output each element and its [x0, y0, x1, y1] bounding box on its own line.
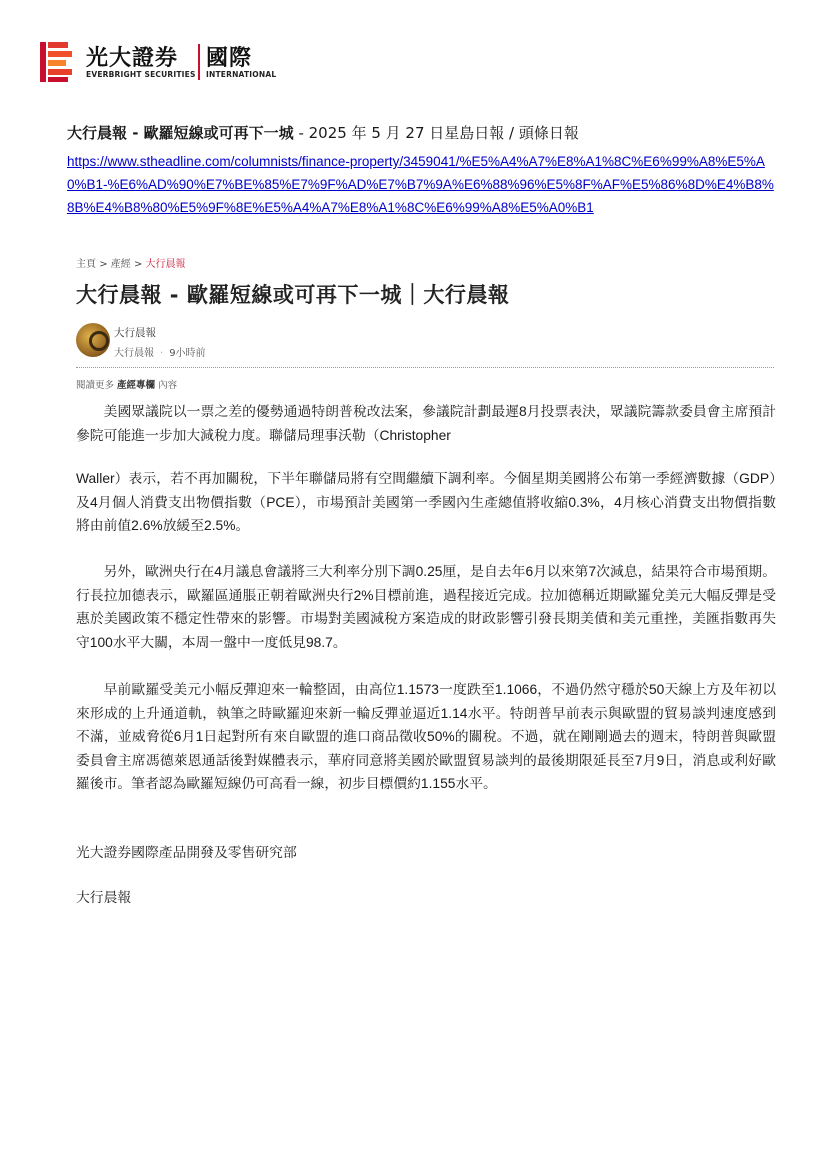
source-link[interactable]: https://www.stheadline.com/columnists/finance-property/3459041/%E5%A4%A7%E8%A1%8C%E6%99%A8%E5%A0%B1-%E6%AD%90%E7%BE%85%E7%9F%AD%E7%B7%9A%E6%88%96%E5%8F%AF%E5%86%8D%E4%B8%8B%E4%B8%80%E5%9F%8E%E5%A4%A7%E8%A1%8C%E6%99%A8%E5%A0%B1	[67, 154, 774, 215]
breadcrumb	[76, 255, 774, 270]
article-screenshot	[76, 255, 774, 391]
brand-name-en-intl: INTERNATIONAL	[206, 70, 277, 79]
signature-name: 大行晨報	[76, 890, 132, 905]
breadcrumb-sep-2: >	[133, 259, 143, 270]
brand-mark-icon	[38, 40, 78, 84]
paragraph-1: 美國眾議院以一票之差的優勢通過特朗普稅改法案，參議院計劃最遲8月投票表決，眾議院籌款委員會主席預計參院可能進一步加大減稅力度。聯儲局理事沃勒（Christopher	[76, 404, 776, 443]
article-title: 大行晨報 - 歐羅短線或可再下一城｜大行晨報	[76, 283, 510, 307]
document-heading	[67, 122, 579, 143]
read-more-prefix: 閱讀更多	[76, 380, 118, 391]
brand-name-en: EVERBRIGHT SECURITIES	[86, 70, 196, 79]
brand-name-cn: 光大證券	[86, 46, 179, 71]
read-more-link[interactable]: 產經專欄	[117, 380, 156, 391]
divider	[76, 367, 774, 368]
read-more	[76, 377, 774, 391]
document-title: 大行晨報 - 歐羅短線或可再下一城	[67, 124, 294, 142]
author-meta	[114, 344, 206, 359]
publish-time: 9小時前	[169, 348, 206, 359]
breadcrumb-home[interactable]: 主頁	[76, 259, 96, 270]
paragraph-1-continued: Waller）表示，若不再加關稅，下半年聯儲局將有空間繼續下調利率。今個星期美國將公布第一季經濟數據（GDP）及4月個人消費支出物價指數（PCE），市場預計美國第一季國內生產總值將收縮0.3%，4月核心消費支出物價指數將由前值2.6%放緩至2.5%。	[76, 471, 776, 533]
author-row	[76, 323, 774, 363]
paragraph-3: 早前歐羅受美元小幅反彈迎來一輪整固，由高位1.1573一度跌至1.1066，不過仍然守穩於50天線上方及年初以來形成的上升通道軌，執筆之時歐羅迎來新一輪反彈並逼近1.14水平。特朗普早前表示與歐盟的貿易談判速度感到不滿，並威脅從6月1日起對所有來自歐盟的進口商品徵收50%的關稅。不過，就在剛剛過去的週末，特朗普與歐盟委員會主席馮德萊恩通話後對媒體表示，華府同意將美國於歐盟貿易談判的最後期限延長至7月9日，消息或利好歐羅後市。筆者認為歐羅短線仍可高看一線，初步目標價約1.155水平。	[76, 682, 776, 791]
brand-name-cn-intl: 國際	[206, 46, 253, 71]
brand-logo	[38, 40, 278, 84]
breadcrumb-current[interactable]: 大行晨報	[145, 259, 186, 270]
breadcrumb-section[interactable]: 產經	[110, 259, 131, 270]
document-source: - 2025 年 5 月 27 日星島日報 / 頭條日報	[293, 124, 579, 142]
breadcrumb-sep-1: >	[99, 259, 108, 270]
brand-separator	[198, 44, 200, 80]
author-avatar[interactable]	[76, 323, 110, 357]
signature-department: 光大證券國際產品開發及零售研究部	[76, 845, 297, 860]
read-more-suffix: 內容	[155, 380, 178, 391]
paragraph-2: 另外，歐洲央行在4月議息會議將三大利率分別下調0.25厘，是自去年6月以來第7次減息，結果符合市場預期。行長拉加德表示，歐羅區通脹正朝着歐洲央行2%目標前進，過程接近完成。拉加德稱近期歐羅兌美元大幅反彈是受惠於美國政策不穩定性帶來的影響。市場對美國減稅方案造成的財政影響引發長期美債和美元重挫，美匯指數再失守100水平大關，本周一盤中一度低見98.7。	[76, 564, 776, 650]
meta-separator: ·	[160, 348, 164, 359]
author-tag: 大行晨報	[114, 348, 154, 359]
author-name[interactable]: 大行晨報	[114, 327, 156, 339]
